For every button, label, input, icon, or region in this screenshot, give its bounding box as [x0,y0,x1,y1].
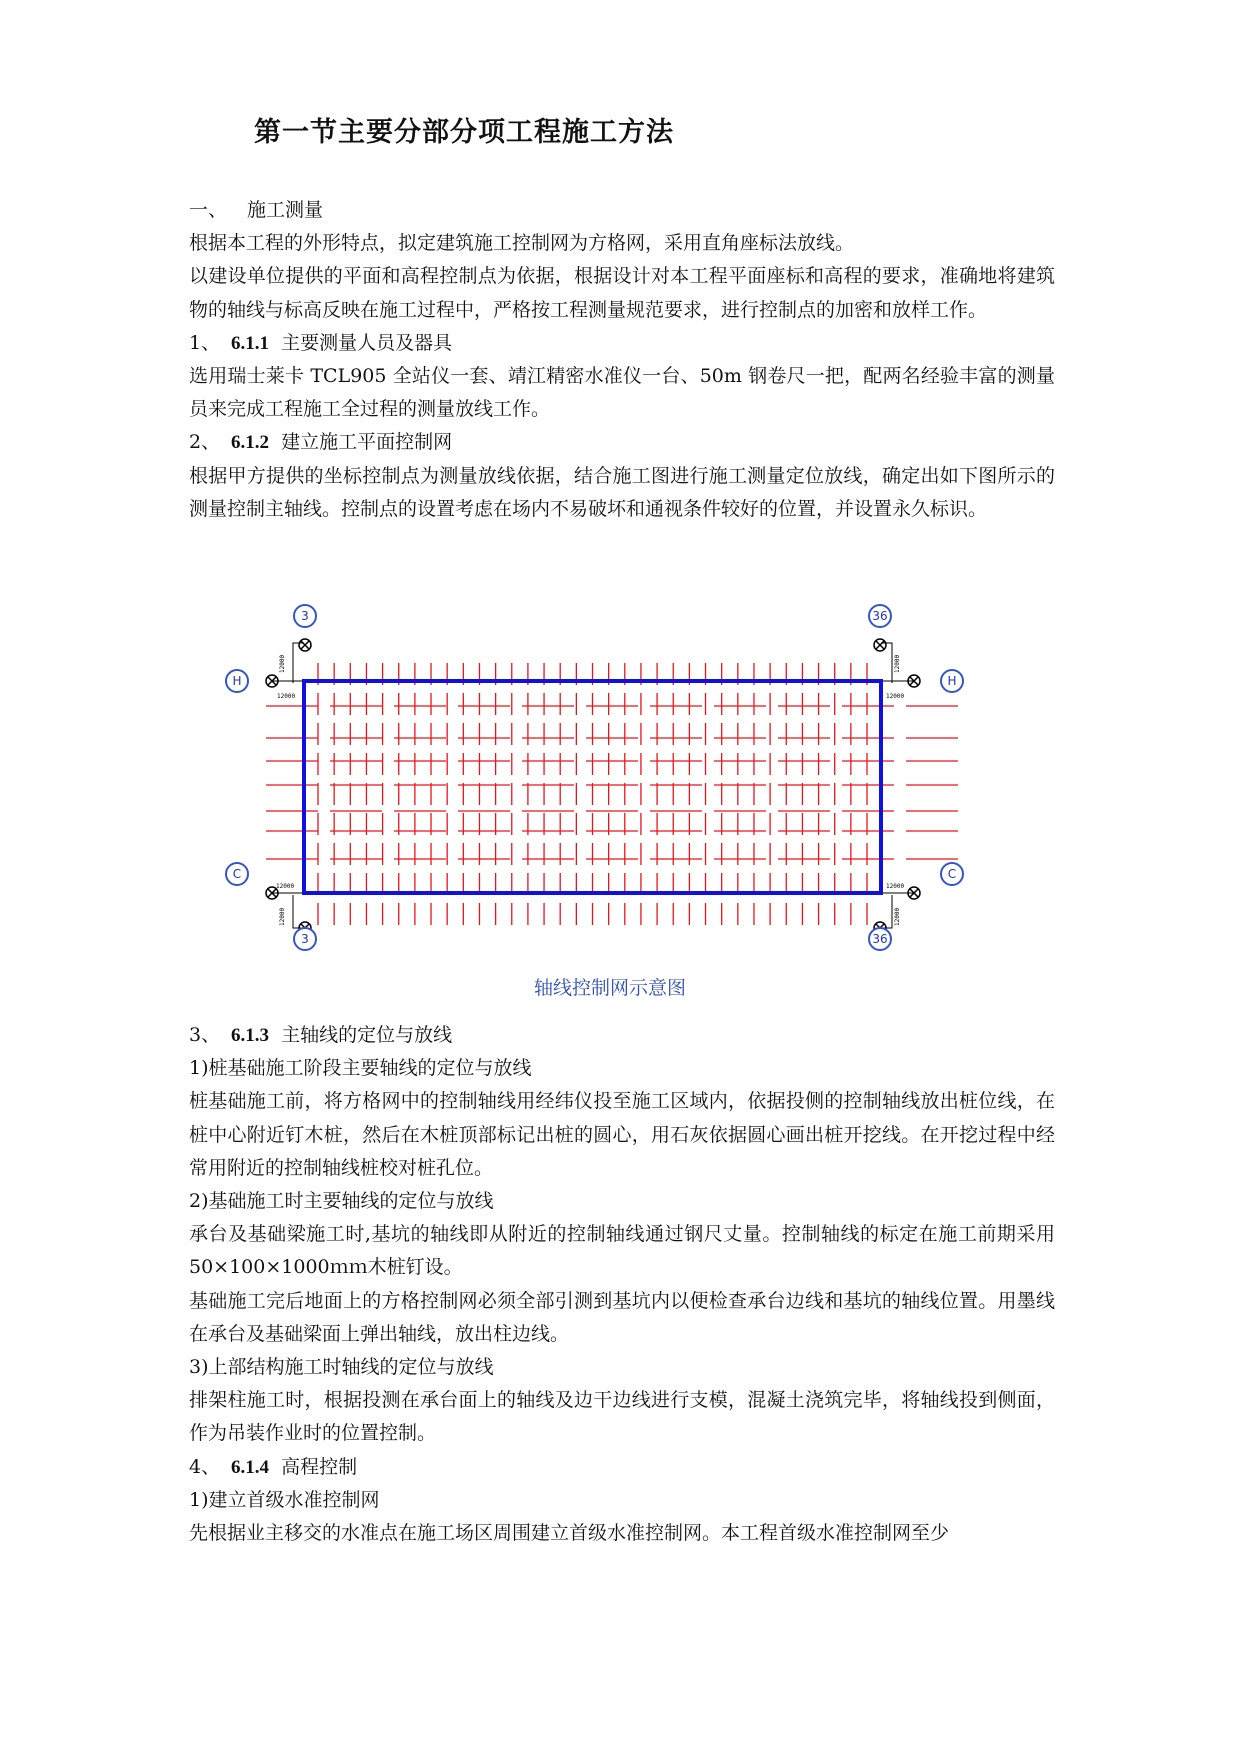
dimension-label: 12000 [276,883,295,891]
axis-control-figure [189,526,1055,1019]
subsection-heading [189,327,1055,360]
document-body [189,194,1055,1550]
subsection-title: 建立施工平面控制网 [281,431,453,454]
paragraph: 排架柱施工时，根据投测在承台面上的轴线及边干边线进行支模，混凝土浇筑完毕，将轴线投到侧面，作为吊装作业时的位置控制。 [189,1389,1055,1445]
dimension-label: 12000 [894,907,901,927]
axis-label-h-left: H [232,674,242,689]
dimension-label: 12000 [886,693,905,701]
dimension-label: 12000 [279,907,286,927]
subsection-title: 高程控制 [281,1455,358,1478]
subsection-title: 主轴线的定位与放线 [281,1024,453,1047]
section-title: 施工测量 [247,199,324,221]
axis-control-diagram [214,581,1064,981]
subsection-heading [189,1019,1055,1052]
axis-label-h-right: H [947,674,957,689]
subsection-number: 4、 [189,1455,221,1478]
subsection-number: 2、 [189,431,221,454]
subsection-heading [189,426,1055,459]
axis-label-3-top: 3 [301,609,309,624]
paragraph: 根据本工程的外形特点，拟定建筑施工控制网为方格网，采用直角座标法放线。 [189,232,855,255]
sub-heading: 1)桩基础施工阶段主要轴线的定位与放线 [189,1057,532,1080]
paragraph: 根据甲方提供的坐标控制点为测量放线依据，结合施工图进行施工测量定位放线，确定出如下图所示的测量控制主轴线。控制点的设置考虑在场内不易破坏和通视条件较好的位置，并设置永久标识。 [189,464,1055,520]
control-point-marker [299,639,311,651]
subsection-number: 3、 [189,1024,221,1047]
axis-label-36-top: 36 [872,609,888,624]
grid-lines [266,663,958,925]
subsection-number: 1、 [189,331,221,354]
paragraph: 以建设单位提供的平面和高程控制点为依据，根据设计对本工程平面座标和高程的要求，准确地将建筑物的轴线与标高反映在施工过程中，严格按工程测量规范要求，进行控制点的加密和放样工作。 [189,265,1055,321]
dimension-label: 12000 [886,883,905,891]
dimension-label: 12000 [277,693,296,701]
sub-heading: 2)基础施工时主要轴线的定位与放线 [189,1190,494,1213]
control-point-marker [874,639,886,651]
page-title: 第一节主要分部分项工程施工方法 [254,117,674,148]
paragraph: 桩基础施工前，将方格网中的控制轴线用经纬仪投至施工区域内，依据投侧的控制轴线放出桩位线，在桩中心附近钉木桩，然后在木桩顶部标记出桩的圆心，用石灰依据圆心画出桩开挖线。在开挖过程中经常用附近的控制轴线桩校对桩孔位。 [189,1090,1055,1179]
dimension-label: 12000 [279,654,286,674]
sub-heading: 3)上部结构施工时轴线的定位与放线 [189,1356,494,1379]
axis-label-c-left: C [232,867,242,882]
subsection-title: 主要测量人员及器具 [281,331,453,354]
paragraph: 承台及基础梁施工时,基坑的轴线即从附近的控制轴线通过钢尺丈量。控制轴线的标定在施工前期采用 50×100×1000ｍｍ木桩钉设。 [189,1223,1055,1279]
section-number: 一、 [189,199,228,221]
sub-heading: 1)建立首级水准控制网 [189,1488,380,1511]
figure-caption: 轴线控制网示意图 [534,977,687,1000]
subsection-heading [189,1451,1055,1484]
subsection-code: 6.1.4 [231,1456,269,1478]
subsection-code: 6.1.1 [231,332,269,354]
subsection-code: 6.1.2 [231,432,269,454]
paragraph: 选用瑞士莱卡 TCL905 全站仪一套、靖江精密水准仪一台、50m 钢卷尺一把，配两名经验丰富的测量员来完成工程施工全过程的测量放线工作。 [189,365,1055,421]
paragraph: 基础施工完后地面上的方格控制网必须全部引测到基坑内以便检查承台边线和基坑的轴线位置。用墨线在承台及基础梁面上弹出轴线，放出柱边线。 [189,1289,1055,1345]
paragraph: 先根据业主移交的水准点在施工场区周围建立首级水准控制网。本工程首级水准控制网至少 [189,1522,950,1545]
axis-label-c-right: C [947,867,957,882]
subsection-code: 6.1.3 [231,1025,269,1047]
axis-label-36-bottom: 36 [872,932,888,947]
dimension-label: 12000 [894,654,901,674]
axis-label-3-bottom: 3 [301,932,309,947]
section-heading [189,194,1055,227]
